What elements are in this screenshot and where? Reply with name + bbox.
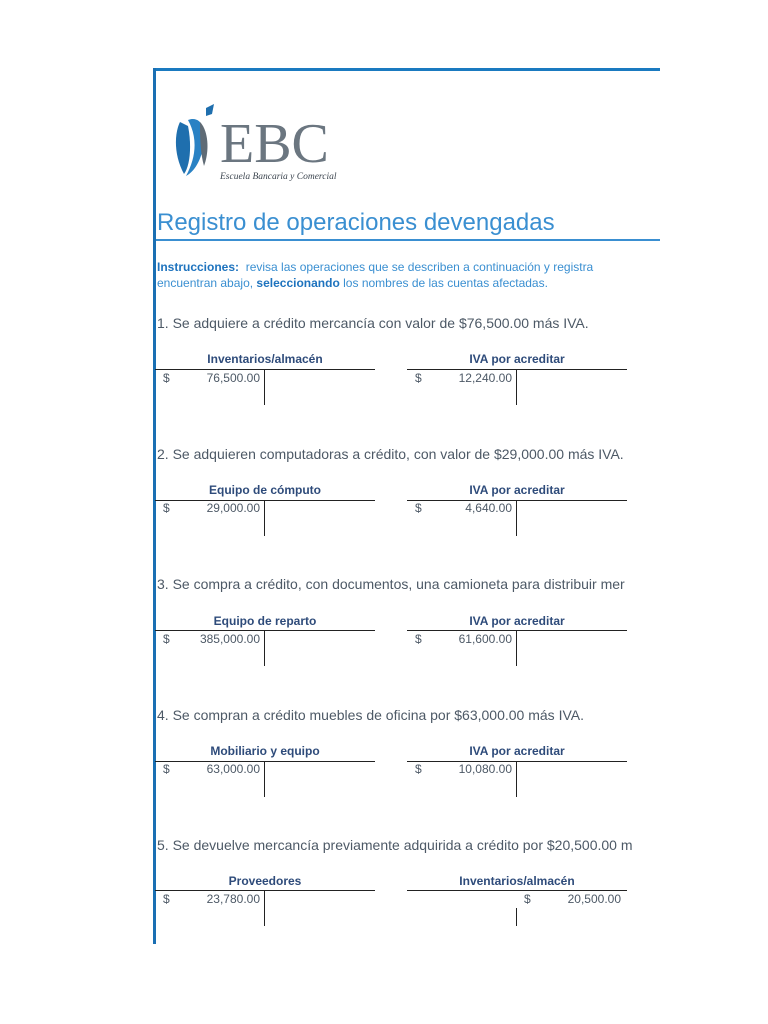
t-account-divider [516,908,517,926]
t-account-divider [516,761,517,797]
top-border [153,68,660,71]
t-account-divider [516,500,517,536]
debit-amount: 63,000.00 [206,762,260,776]
currency-symbol: $ [524,892,531,906]
t-account-divider [264,369,265,405]
instructions-text-2b: los nombres de las cuentas afectadas. [343,276,548,290]
currency-symbol: $ [163,892,170,906]
currency-symbol: $ [415,632,422,646]
debit-amount: 29,000.00 [206,501,260,515]
t-account-title[interactable]: Inventarios/almacén [459,874,575,888]
operation-2-text: 2. Se adquieren computadoras a crédito, con valor de $29,000.00 más IVA. [157,446,624,462]
t-account-rule [155,890,375,891]
operation-1-text: 1. Se adquiere a crédito mercancía con valor de $76,500.00 más IVA. [157,315,589,331]
t-account-rule [155,630,375,631]
instructions-text-1: revisa las operaciones que se describen a continuación y registra [245,260,594,274]
title-underline [156,239,660,241]
t-account-title[interactable]: Inventarios/almacén [207,352,323,366]
t-account-divider [264,761,265,797]
debit-amount: 12,240.00 [458,371,512,385]
instructions [157,259,660,293]
t-account-divider [264,500,265,536]
currency-symbol: $ [163,501,170,515]
currency-symbol: $ [415,501,422,515]
t-account-divider [516,369,517,405]
t-account-title[interactable]: Proveedores [228,874,302,888]
t-account-title[interactable]: Equipo de reparto [213,614,317,628]
debit-amount: 61,600.00 [458,632,512,646]
t-account-title[interactable]: IVA por acreditar [469,352,565,366]
t-account-title[interactable]: Equipo de cómputo [209,483,321,497]
operation-3-text: 3. Se compra a crédito, con documentos, una camioneta para distribuir mer [157,576,625,592]
page-title: Registro de operaciones devengadas [157,209,555,236]
t-account-divider [264,890,265,926]
t-account-title[interactable]: IVA por acreditar [469,614,565,628]
instructions-label: Instrucciones: [157,260,240,274]
t-account-divider [264,630,265,666]
debit-amount: 76,500.00 [206,371,260,385]
t-account-title[interactable]: IVA por acreditar [469,744,565,758]
t-account-divider [516,630,517,666]
ebc-logo [170,100,350,185]
left-border [153,68,156,944]
debit-amount: 4,640.00 [465,501,512,515]
t-account-rule [407,369,627,370]
currency-symbol: $ [163,371,170,385]
t-account-rule [407,630,627,631]
currency-symbol: $ [415,371,422,385]
currency-symbol: $ [415,762,422,776]
t-account-rule [407,890,627,891]
logo-wordmark: EBC [220,113,329,175]
t-account-title[interactable]: Mobiliario y equipo [210,744,320,758]
operation-4-text: 4. Se compran a crédito muebles de oficina por $63,000.00 más IVA. [157,707,584,723]
t-account-title[interactable]: IVA por acreditar [469,483,565,497]
logo-subtitle: Escuela Bancaria y Comercial [220,172,337,182]
instructions-text-2a: encuentran abajo, [157,276,254,290]
currency-symbol: $ [163,762,170,776]
debit-amount: 23,780.00 [206,892,260,906]
t-account-rule [155,369,375,370]
instructions-line-1 [157,259,660,275]
credit-amount: 20,500.00 [567,892,621,906]
debit-amount: 385,000.00 [199,632,260,646]
operation-5-text: 5. Se devuelve mercancía previamente adquirida a crédito por $20,500.00 m [157,837,633,853]
instructions-line-2 [157,275,660,291]
debit-amount: 10,080.00 [458,762,512,776]
currency-symbol: $ [163,632,170,646]
instructions-bold: seleccionando [256,276,340,290]
